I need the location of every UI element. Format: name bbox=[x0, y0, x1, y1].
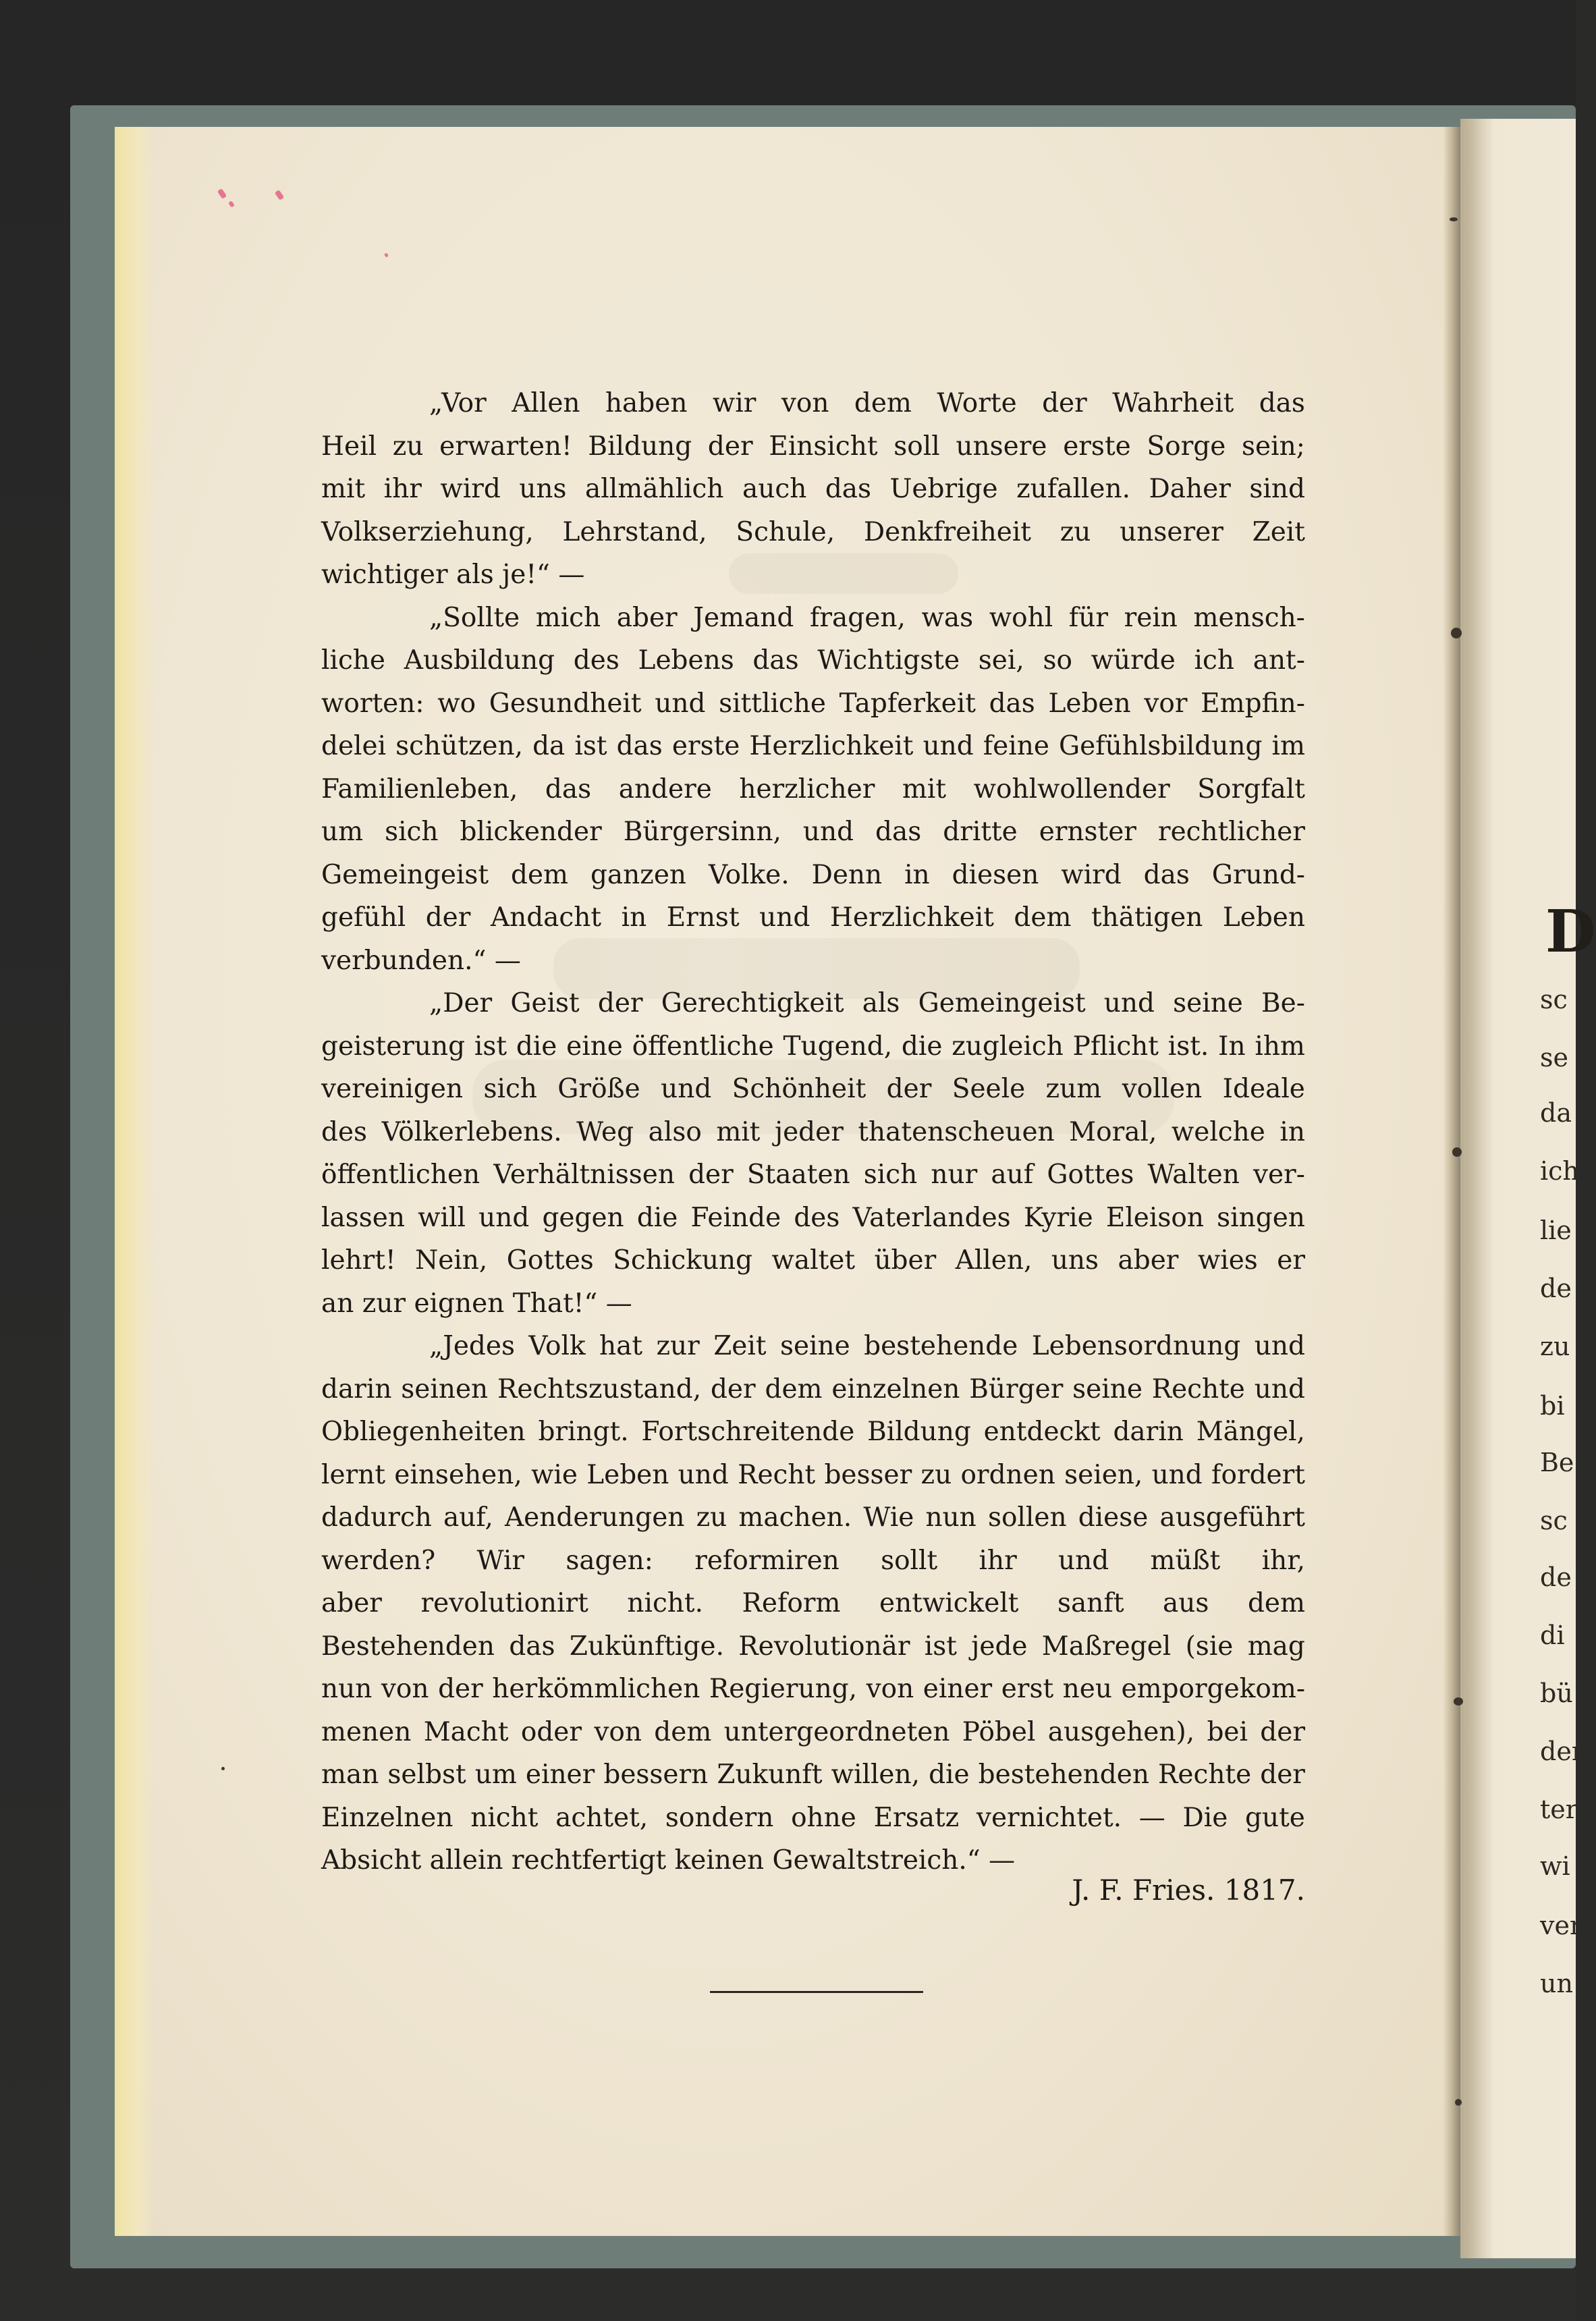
text-line: gefühl der Andacht in Ernst und Herzlichkeit dem thätigen Leben bbox=[321, 902, 1305, 933]
text-line: werden? Wir sagen: reformiren sollt ihr und müßt ihr, bbox=[321, 1545, 1305, 1576]
text-line: Absicht allein rechtfertigt keinen Gewaltstreich.“ — bbox=[321, 1845, 1016, 1876]
facing-page-line: ver bbox=[1540, 1911, 1583, 1940]
text-line: nun von der herkömmlichen Regierung, von einer erst neu emporgekom- bbox=[321, 1674, 1305, 1704]
text-line: Obliegenheiten bringt. Fortschreitende Bildung entdeckt darin Mängel, bbox=[321, 1417, 1305, 1447]
text-line: „Jedes Volk hat zur Zeit seine bestehende Lebensordnung und bbox=[429, 1331, 1305, 1361]
text-line: verbunden.“ — bbox=[321, 945, 521, 976]
text-line: lehrt! Nein, Gottes Schickung waltet über Allen, uns aber wies er bbox=[321, 1245, 1305, 1276]
facing-page-line: sc bbox=[1540, 985, 1568, 1014]
text-line: „Vor Allen haben wir von dem Worte der Wahrheit das bbox=[429, 388, 1305, 418]
text-line: man selbst um einer bessern Zukunft willen, die bestehenden Rechte der bbox=[321, 1759, 1305, 1790]
facing-page-line: bi bbox=[1540, 1391, 1565, 1421]
text-line: liche Ausbildung des Lebens das Wichtigste sei, so würde ich ant- bbox=[321, 645, 1305, 676]
text-line: Bestehenden das Zukünftige. Revolutionär ist jede Maßregel (sie mag bbox=[321, 1631, 1305, 1662]
speck bbox=[1451, 628, 1462, 638]
text-line: Heil zu erwarten! Bildung der Einsicht soll unsere erste Sorge sein; bbox=[321, 431, 1305, 462]
text-line: Gemeingeist dem ganzen Volke. Denn in diesen wird das Grund- bbox=[321, 859, 1305, 890]
speck bbox=[1455, 2099, 1462, 2106]
page-left-edge bbox=[115, 127, 154, 2236]
text-line: lassen will und gegen die Feinde des Vaterlandes Kyrie Eleison singen bbox=[321, 1202, 1305, 1233]
text-line: um sich blickender Bürgersinn, und das dritte ernster rechtlicher bbox=[321, 817, 1305, 847]
text-line: Familienleben, das andere herzlicher mit wohlwollender Sorgfalt bbox=[321, 773, 1305, 804]
text-line: vereinigen sich Größe und Schönheit der Seele zum vollen Ideale bbox=[321, 1074, 1305, 1104]
text-line: Volkserziehung, Lehrstand, Schule, Denkfreiheit zu unserer Zeit bbox=[321, 516, 1305, 547]
text-line: geisterung ist die eine öffentliche Tugend, die zugleich Pflicht ist. In ihm bbox=[321, 1031, 1305, 1062]
facing-page-line: wi bbox=[1540, 1851, 1570, 1881]
text-line: worten: wo Gesundheit und sittliche Tapferkeit das Leben vor Empfin- bbox=[321, 688, 1305, 719]
quote-text bbox=[321, 382, 1305, 1882]
text-line: an zur eignen That!“ — bbox=[321, 1288, 632, 1319]
text-line: delei schützen, da ist das erste Herzlichkeit und feine Gefühlsbildung im bbox=[321, 731, 1305, 761]
facing-page-line: bü bbox=[1540, 1678, 1573, 1708]
text-line: aber revolutionirt nicht. Reform entwickelt sanft aus dem bbox=[321, 1588, 1305, 1618]
text-line: Einzelnen nicht achtet, sondern ohne Ersatz vernichtet. — Die gute bbox=[321, 1802, 1305, 1833]
facing-page-line: lie bbox=[1540, 1216, 1572, 1245]
facing-page-line: der bbox=[1540, 1737, 1584, 1766]
text-line: „Sollte mich aber Jemand fragen, was wohl für rein mensch- bbox=[429, 602, 1305, 633]
signature: J. F. Fries. 1817. bbox=[1072, 1874, 1305, 1907]
page-gutter bbox=[1443, 127, 1460, 2236]
facing-page-line: se bbox=[1540, 1043, 1568, 1072]
text-line: dadurch auf, Aenderungen zu machen. Wie nun sollen diese ausgeführt bbox=[321, 1502, 1305, 1533]
text-line: mit ihr wird uns allmählich auch das Uebrige zufallen. Daher sind bbox=[321, 474, 1305, 504]
divider-rule bbox=[710, 1991, 923, 1993]
facing-page-line: de bbox=[1540, 1562, 1572, 1592]
speck bbox=[1450, 217, 1458, 221]
facing-page-initial: D bbox=[1545, 898, 1596, 966]
text-line: lernt einsehen, wie Leben und Recht besser zu ordnen seien, und fordert bbox=[321, 1459, 1305, 1490]
speck bbox=[1452, 1147, 1462, 1157]
text-line: des Völkerlebens. Weg also mit jeder thatenscheuen Moral, welche in bbox=[321, 1116, 1305, 1147]
facing-page-line: di bbox=[1540, 1620, 1565, 1650]
facing-page-line: zu bbox=[1540, 1332, 1570, 1361]
text-line: „Der Geist der Gerechtigkeit als Gemeingeist und seine Be- bbox=[429, 988, 1305, 1018]
facing-page-line: sc bbox=[1540, 1506, 1568, 1535]
text-line: darin seinen Rechtszustand, der dem einzelnen Bürger seine Rechte und bbox=[321, 1373, 1305, 1404]
facing-page-line: de bbox=[1540, 1274, 1572, 1303]
text-line: öffentlichen Verhältnissen der Staaten sich nur auf Gottes Walten ver- bbox=[321, 1159, 1305, 1190]
facing-page-line: Be bbox=[1540, 1448, 1574, 1477]
text-line: menen Macht oder von dem untergeordneten Pöbel ausgehen), bei der bbox=[321, 1716, 1305, 1747]
facing-page-gutter bbox=[1460, 119, 1494, 2258]
speck bbox=[221, 1767, 225, 1770]
text-line: wichtiger als je!“ — bbox=[321, 559, 585, 590]
facing-page-line: un bbox=[1540, 1969, 1573, 1998]
speck bbox=[1454, 1697, 1463, 1705]
facing-page-line: ich bbox=[1540, 1156, 1579, 1186]
facing-page-line: ter bbox=[1540, 1795, 1578, 1824]
facing-page-line: da bbox=[1540, 1098, 1572, 1128]
